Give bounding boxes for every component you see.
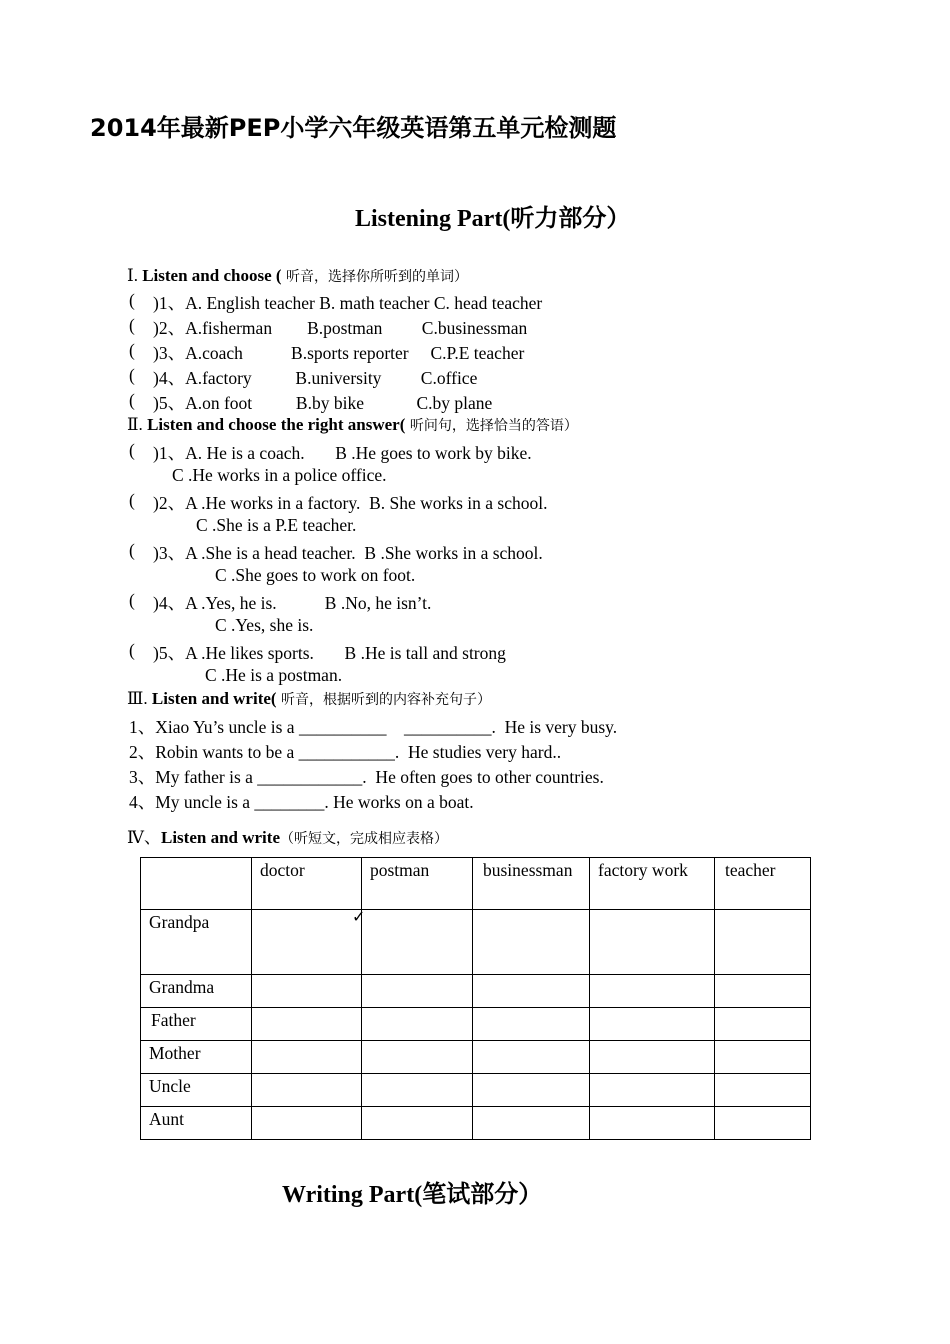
s3-sentence-1: 1、Xiao Yu’s uncle is a __________ __________. He is very busy. [129,717,618,737]
answer-cell[interactable] [590,975,715,1008]
table-header-cell: teacher [715,858,811,910]
answer-cell[interactable] [252,1074,362,1107]
section-2-heading [127,415,578,435]
answer-cell[interactable] [362,1074,473,1107]
table-row [141,1074,811,1107]
s2-q4-option-c: C .Yes, she is. [215,615,314,635]
section-3-instruction: 听音，根据听到的内容补充句子） [276,692,492,708]
s3-sentence-4: 4、My uncle is a ________. He works on a boat. [129,792,474,812]
table-header-cell [141,858,252,910]
s2-q2-paren: ( [129,490,135,510]
s2-q4: )4、A .Yes, he is. B .No, he isn’t. [153,593,432,613]
answer-cell[interactable] [473,1074,590,1107]
s1-q4: )4、A.factory B.university C.office [153,368,478,388]
s3-sentence-3: 3、My father is a ____________. He often goes to other countries. [129,767,604,787]
answer-cell[interactable] [715,1041,811,1074]
answer-cell[interactable] [590,910,715,975]
answer-cell[interactable] [362,1041,473,1074]
s1-q5-paren: ( [129,390,135,410]
answer-cell[interactable] [715,1107,811,1140]
family-jobs-table [140,857,810,1139]
answer-cell[interactable] [473,975,590,1008]
section-3-number: Ⅲ. [127,689,152,708]
table-row [141,910,811,975]
s1-q3: )3、A.coach B.sports reporter C.P.E teacher [153,343,525,363]
row-label-cell: Uncle [141,1074,252,1107]
s2-q5-option-c: C .He is a postman. [205,665,343,685]
section-2-title: Listen and choose the right answer( [147,415,406,434]
section-4-title: Listen and write [160,828,280,847]
table-header-cell: postman [362,858,473,910]
answer-cell[interactable] [473,910,590,975]
row-label-cell: Grandpa [141,910,252,975]
s2-q5: )5、A .He likes sports. B .He is tall and strong [153,643,506,663]
answer-cell[interactable] [362,1008,473,1041]
answer-cell[interactable] [473,1041,590,1074]
s1-q1-paren: ( [129,290,135,310]
answer-cell[interactable] [590,1107,715,1140]
answer-cell[interactable] [362,975,473,1008]
section-1-title: Listen and choose ( [142,266,282,285]
s2-q2-option-c: C .She is a P.E teacher. [196,515,357,535]
table-row [141,1107,811,1140]
s1-q1: )1、A. English teacher B. math teacher C. head teacher [153,293,543,313]
answer-cell[interactable] [715,910,811,975]
table-header-cell: doctor [252,858,362,910]
s2-q1-option-c: C .He works in a police office. [172,465,387,485]
row-label-cell: Grandma [141,975,252,1008]
section-1-heading [127,266,468,286]
answer-cell[interactable] [252,1107,362,1140]
answer-cell[interactable] [362,1107,473,1140]
section-4-number: Ⅳ、 [127,828,161,847]
s1-q2: )2、A.fisherman B.postman C.businessman [153,318,528,338]
answer-cell[interactable] [590,1074,715,1107]
s2-q3-paren: ( [129,540,135,560]
row-label-cell: Father [141,1008,252,1041]
section-4-instruction: （听短文，完成相应表格） [279,831,448,847]
s1-q3-paren: ( [129,340,135,360]
section-3-heading [127,689,491,709]
s2-q5-paren: ( [129,640,135,660]
section-4-heading [127,823,448,848]
s1-q4-paren: ( [129,365,135,385]
row-label-cell: Mother [141,1041,252,1074]
document-title: 2014年最新PEP小学六年级英语第五单元检测题 [90,114,617,142]
s1-q5: )5、A.on foot B.by bike C.by plane [153,393,493,413]
section-2-instruction: 听问句，选择恰当的答语） [405,418,578,434]
answer-cell[interactable] [473,1008,590,1041]
s2-q1-paren: ( [129,440,135,460]
answer-cell[interactable] [252,1008,362,1041]
check-mark-icon: ✓ [352,907,366,926]
answer-cell[interactable] [715,1074,811,1107]
answer-cell[interactable] [252,910,362,975]
answer-cell[interactable] [252,975,362,1008]
s3-sentence-2: 2、Robin wants to be a ___________. He studies very hard.. [129,742,562,762]
answer-cell[interactable] [715,1008,811,1041]
answer-cell[interactable] [590,1008,715,1041]
s2-q4-paren: ( [129,590,135,610]
table-row [141,1041,811,1074]
table-header-cell: businessman [473,858,590,910]
s2-q1: )1、A. He is a coach. B .He goes to work by bike. [153,443,532,463]
section-1-number: Ⅰ. [127,266,143,285]
table-header-row [141,858,811,910]
answer-cell[interactable] [362,910,473,975]
answer-cell[interactable] [252,1041,362,1074]
answer-cell[interactable] [715,975,811,1008]
row-label-cell: Aunt [141,1107,252,1140]
section-2-number: Ⅱ. [127,415,148,434]
table-header-cell: factory work [590,858,715,910]
s1-q2-paren: ( [129,315,135,335]
writing-part-title: Writing Part(笔试部分） [282,1182,543,1208]
answer-cell[interactable] [590,1041,715,1074]
table-row [141,1008,811,1041]
section-3-title: Listen and write( [151,689,277,708]
section-1-instruction: 听音，选择你所听到的单词） [281,269,468,285]
s2-q2: )2、A .He works in a factory. B. She works in a school. [153,493,548,513]
answer-cell[interactable] [473,1107,590,1140]
table-row [141,975,811,1008]
listening-part-title: Listening Part(听力部分） [355,206,631,232]
s2-q3: )3、A .She is a head teacher. B .She works in a school. [153,543,543,563]
s2-q3-option-c: C .She goes to work on foot. [215,565,416,585]
